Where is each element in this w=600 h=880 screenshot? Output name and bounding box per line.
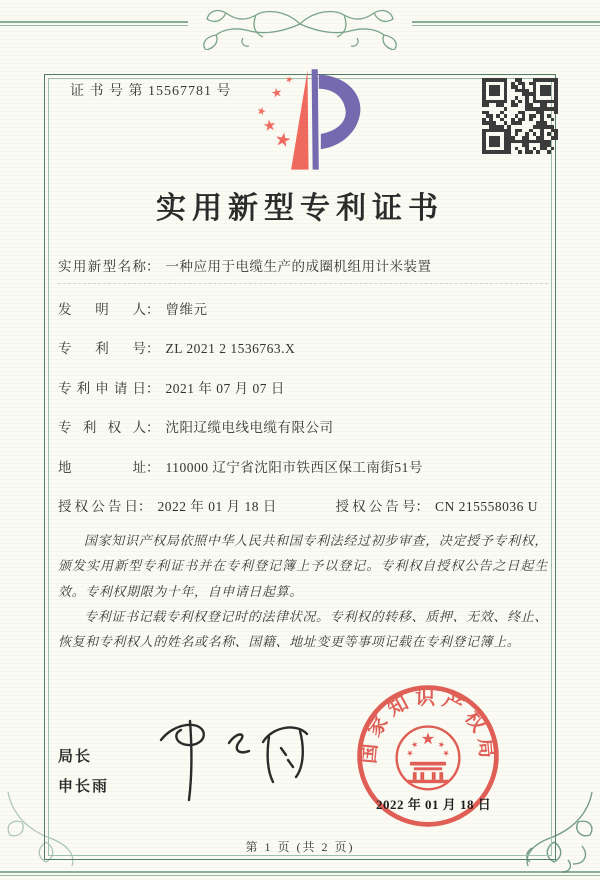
field-value: ZL 2021 2 1536763.X <box>165 341 296 356</box>
handwritten-signature-icon <box>145 710 320 808</box>
legal-paragraph: 专利证书记载专利权登记时的法律状况。专利权的转移、质押、无效、终止、恢复和专利权人的姓名或名称、国籍、地址变更等事项记载在专利登记簿上。 <box>58 609 548 650</box>
field-colon: ： <box>415 499 429 514</box>
field-value: 110000 辽宁省沈阳市铁西区保工南街51号 <box>165 460 423 475</box>
legal-text-block <box>58 528 548 655</box>
field-label: 授权公告号 <box>335 499 416 514</box>
seal-date: 2022 年 01 月 18 日 <box>376 797 492 812</box>
field-label: 专利权人 <box>58 420 146 435</box>
field-label: 专利号 <box>58 341 146 356</box>
field-patentee <box>58 416 548 436</box>
field-utility-model-name <box>58 255 548 284</box>
field-grant-announcement <box>58 495 548 515</box>
field-application-date <box>58 377 548 397</box>
field-colon: ： <box>146 381 160 396</box>
svg-text:国家知识产权局 <box>357 686 499 765</box>
field-inventor <box>58 298 548 318</box>
field-patent-number <box>58 337 548 357</box>
field-value: 2021 年 07 月 07 日 <box>165 381 285 396</box>
field-colon: ： <box>146 460 160 475</box>
certificate-title: 实用新型专利证书 <box>156 192 444 225</box>
field-colon: ： <box>146 259 160 274</box>
field-label: 专利申请日 <box>58 381 146 396</box>
field-colon: ： <box>146 341 160 356</box>
field-address <box>58 456 548 476</box>
qr-code-icon <box>482 78 558 154</box>
page-number: 第 1 页 (共 2 页) <box>245 840 355 854</box>
field-value: 一种应用于电缆生产的成圈机组用计米装置 <box>165 259 432 274</box>
field-label: 授权公告日 <box>58 499 138 514</box>
field-colon: ： <box>146 302 160 317</box>
field-value: 2022 年 01 月 18 日 <box>157 499 277 514</box>
field-label: 发明人 <box>58 302 146 317</box>
cnipa-logo-icon <box>243 66 371 174</box>
certificate-number: 证 书 号 第 15567781 号 <box>70 84 232 99</box>
field-label: 实用新型名称 <box>58 259 146 274</box>
field-colon: ： <box>146 420 160 435</box>
director-name: 申长雨 <box>58 778 110 795</box>
director-title: 局长 <box>58 748 93 765</box>
field-value: 曾维元 <box>165 302 208 317</box>
legal-paragraph: 国家知识产权局依照中华人民共和国专利法经过初步审查，决定授予专利权，颁发实用新型专利证书并在专利登记簿上予以登记。专利权自授权公告之日起生效。专利权期限为十年，自申请日起算。 <box>58 533 548 599</box>
top-border-ornament <box>0 2 600 50</box>
field-value: CN 215558036 U <box>435 499 539 514</box>
bottom-border-ornament <box>0 868 600 880</box>
seal-ring-text: 国家知识产权局 <box>357 687 499 765</box>
field-colon: ： <box>138 499 152 514</box>
field-value: 沈阳辽缆电线电缆有限公司 <box>165 420 334 435</box>
field-label: 地址 <box>58 460 146 475</box>
